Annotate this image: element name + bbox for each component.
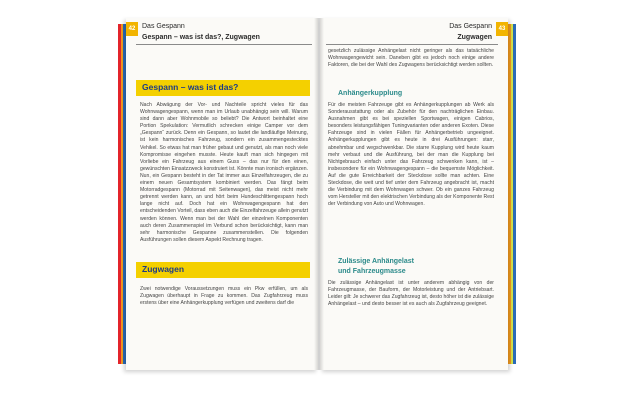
right-section2-body: Die zulässige Anhängelast ist unter anderem abhängig von der Fahrzeugmasse, der Bauform, der Motorleistung und der Antriebsart. Leider gilt: Je schwerer das Zugfahrzeug ist, desto höher ist die zulässige Anhängelast – und desto besser ist es auch als Zugfahrzeug geeignet. (328, 280, 494, 308)
right-running-subheader: Zugwagen (457, 34, 492, 41)
right-page-number-tab: 43 (496, 22, 508, 36)
left-section2-heading-bar (136, 262, 310, 278)
left-running-header: Das Gespann (142, 23, 185, 30)
left-section1-body: Nach Abwägung der Vor- und Nachteile spricht vieles für das Wohnwagengespann, wenn man im Urlaub unabhängig sein will. Warum sind dann aber Wohnmobile so beliebt? Die Antwort beinhaltet eine Portion Spekulation: Vermutlich schrecken einige Camper vor dem „Gespann“ zurück. Denn ein Gespann, so lautet die landläufige Meinung, ist kein harmonisches Fahrzeug, sondern ein zusammengestecktes Vehikel. So etwas hat man früher gebaut und genutzt, als man noch viele Kompromisse eingehen musste. Heute kauft man sich hingegen mit Vorliebe ein Fahrzeug aus einem Guss – das nur für den einen, gewünschten Einsatzzweck konstruiert ist. Könnte man ironisch ergänzen. Nun, ein Gespann besteht in der Tat immer aus Einzelfahrzeugen, die zu einem neuen Gesamtsystem kombiniert werden. Das fängt beim Motorradgespann (Motorrad mit Seitenwagen), das meist nicht mehr getrennt werden kann, an und hört beim Hundeschlittengespann hoch lange nicht auf. Doch hat ein Wohnwagengespann hat den entscheidenden Vorteil, dass eben auch die Einzelfahrzeuge allein genutzt werden können. Wenn man bei der Wahl der einzelnen Komponenten auch deren Zusammenspiel im Verbund schon berücksichtigt, kann man sehr harmonische Gespanne zusammenstellen. Die folgenden Ausführungen sollen diesem Aspekt Rechnung tragen. (140, 102, 308, 243)
left-section1-title: Gespann – was ist das? (142, 82, 239, 92)
right-header-rule (326, 44, 498, 45)
open-book (118, 18, 516, 378)
left-running-subheader: Gespann – was ist das?, Zugwagen (142, 34, 260, 41)
page-edge-blue-right (513, 24, 516, 364)
right-section2-title-line2: und Fahrzeugmasse (338, 268, 406, 275)
right-intro-body: gesetzlich zulässige Anhängelast nicht geringer als das tatsächliche Wohnwagengewicht sein. Daneben gibt es jedoch noch einige andere Faktoren, die bei der Wahl des Zugwagens berücksichtigt werden sollten. (328, 48, 494, 69)
left-page-number-tab: 42 (126, 22, 138, 36)
page-edge-orange-right (508, 24, 511, 364)
book-gutter (314, 18, 324, 370)
left-section2-body: Zwei notwendige Voraussetzungen muss ein Pkw erfüllen, um als Zugwagen überhaupt in Frage zu kommen. Das Zugfahrzeug muss erstens über eine Anhängerkupplung verfügen und zweitens darf die (140, 286, 308, 307)
left-section2-title: Zugwagen (142, 264, 185, 274)
left-page (126, 18, 318, 370)
left-section1-heading-bar (136, 80, 310, 96)
right-section2-title-line1: Zulässige Anhängelast (338, 258, 414, 265)
left-header-rule (136, 44, 312, 45)
right-section1-body: Für die meisten Fahrzeuge gibt es Anhängerkupplungen ab Werk als Sonderausstattung oder als Zubehör für den nachträglichen Einbau. Ausnahmen gibt es bei speziellen Sportwagen, einigen Cabrios, besonders leistungsfähigen Tuningvarianten oder anderen Exoten. Diese Fahrzeuge sind in vielen Fällen für Anhängerbetrieb ungeeignet. Anhängerkupplungen gibt es heute in drei Ausführungen: starr, abnehmbar und wegschwenkbar. Die starre Kupplung wird heute kaum mehr verbaut und die Ausführung, bei der man die Kupplung bei Nichtgebrauch einfach unter das Fahrzeug schwenken kann, ist – insbesondere für ein Wohnwagengespann – die bequemste Möglichkeit. Auf die gute Erreichbarkeit der Steckdose sollte man achten. Eine Steckdose, die weit und tief unter dem Fahrzeug angebracht ist, macht die Verbindung mit dem Wohnwagen schwer. Ob ein ganzes Fahrzeug vom Hersteller mit den elektrischen Verbindung als der Komponente Rest der Verbindung von Auto und Wohnwagen. (328, 102, 494, 208)
right-section1-title: Anhängerkupplung (338, 90, 403, 97)
right-running-header: Das Gespann (449, 23, 492, 30)
right-page (320, 18, 508, 370)
